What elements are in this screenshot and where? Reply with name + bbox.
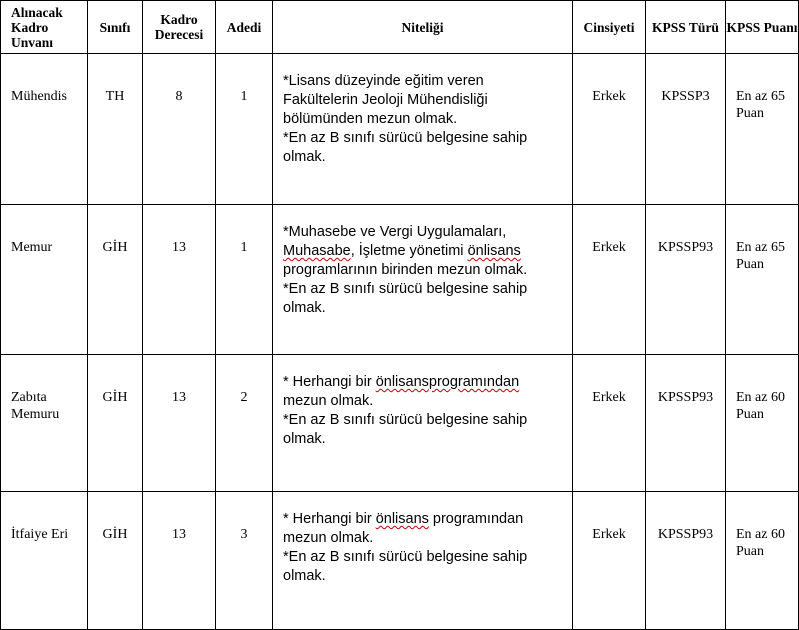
- nitelik-line: bölümünden mezun olmak.: [283, 111, 458, 127]
- cell-unvan: Mühendis: [1, 54, 88, 205]
- nitelik-line: *En az B sınıfı sürücü belgesine sahip: [283, 412, 528, 428]
- table-row: [1, 355, 799, 492]
- cell-nitelik: [273, 205, 573, 355]
- nitelik-line: *En az B sınıfı sürücü belgesine sahip: [283, 130, 528, 146]
- cell-unvan: Memur: [1, 205, 88, 355]
- nitelik-line: mezun olmak.: [283, 530, 374, 546]
- cell-adet: 2: [216, 355, 273, 492]
- cell-kpss-puani: En az 60 Puan: [726, 492, 799, 630]
- cell-derece: 13: [143, 205, 216, 355]
- nitelik-line: *Lisans düzeyinde eğitim veren: [283, 73, 484, 89]
- cell-cinsiyet: Erkek: [573, 355, 646, 492]
- header-sinif: Sınıfı: [88, 1, 143, 54]
- header-adet: Adedi: [216, 1, 273, 54]
- cell-adet: 1: [216, 205, 273, 355]
- nitelik-line: olmak.: [283, 149, 326, 165]
- header-kpss-puani: KPSS Puanı: [726, 1, 799, 54]
- header-row: [1, 1, 799, 54]
- nitelik-line: *En az B sınıfı sürücü belgesine sahip: [283, 281, 528, 297]
- cell-cinsiyet: Erkek: [573, 205, 646, 355]
- table-row: [1, 205, 799, 355]
- cell-kpss-turu: KPSSP93: [646, 492, 726, 630]
- header-cinsiyet: Cinsiyeti: [573, 1, 646, 54]
- nitelik-line: olmak.: [283, 300, 326, 316]
- nitelik-text: * Herhangi bir: [283, 374, 376, 390]
- cell-unvan: Zabıta Memuru: [1, 355, 88, 492]
- cell-nitelik: [273, 492, 573, 630]
- cell-kpss-turu: KPSSP93: [646, 205, 726, 355]
- spellcheck-word: önlisans: [375, 511, 429, 527]
- spellcheck-word: önlisans: [467, 243, 521, 259]
- nitelik-text: programından: [428, 511, 524, 527]
- cell-sinif: GİH: [88, 355, 143, 492]
- cell-sinif: TH: [88, 54, 143, 205]
- cell-kpss-puani: En az 65 Puan: [726, 205, 799, 355]
- cell-kpss-turu: KPSSP3: [646, 54, 726, 205]
- nitelik-line: *En az B sınıfı sürücü belgesine sahip: [283, 549, 528, 565]
- spellcheck-word: önlisansprogramından: [375, 374, 520, 390]
- cell-kpss-puani: En az 65 Puan: [726, 54, 799, 205]
- cell-unvan: İtfaiye Eri: [1, 492, 88, 630]
- nitelik-line: olmak.: [283, 431, 326, 447]
- cell-cinsiyet: Erkek: [573, 54, 646, 205]
- header-nitelik: Niteliği: [273, 1, 573, 54]
- header-kpss-turu: KPSS Türü: [646, 1, 726, 54]
- header-derece: Kadro Derecesi: [143, 1, 216, 54]
- spellcheck-word: Muhasabe: [283, 243, 351, 259]
- cell-nitelik: [273, 54, 573, 205]
- header-unvan: Alınacak Kadro Unvanı: [1, 1, 88, 54]
- table-row: [1, 54, 799, 205]
- nitelik-line: *Muhasebe ve Vergi Uygulamaları,: [283, 224, 507, 240]
- cell-nitelik: [273, 355, 573, 492]
- nitelik-text: * Herhangi bir: [283, 511, 376, 527]
- nitelik-line: [283, 242, 566, 261]
- cell-adet: 1: [216, 54, 273, 205]
- cell-sinif: GİH: [88, 492, 143, 630]
- nitelik-line: olmak.: [283, 568, 326, 584]
- cell-kpss-turu: KPSSP93: [646, 355, 726, 492]
- nitelik-text: , İşletme yönetimi: [350, 243, 468, 259]
- cell-derece: 13: [143, 492, 216, 630]
- nitelik-line: [283, 373, 566, 392]
- nitelik-line: Fakültelerin Jeoloji Mühendisliği: [283, 92, 488, 108]
- nitelik-line: [283, 510, 566, 529]
- nitelik-line: mezun olmak.: [283, 393, 374, 409]
- cell-adet: 3: [216, 492, 273, 630]
- cell-sinif: GİH: [88, 205, 143, 355]
- cell-derece: 13: [143, 355, 216, 492]
- cell-kpss-puani: En az 60 Puan: [726, 355, 799, 492]
- table-row: [1, 492, 799, 630]
- cell-derece: 8: [143, 54, 216, 205]
- nitelik-line: programlarının birinden mezun olmak.: [283, 262, 528, 278]
- cell-cinsiyet: Erkek: [573, 492, 646, 630]
